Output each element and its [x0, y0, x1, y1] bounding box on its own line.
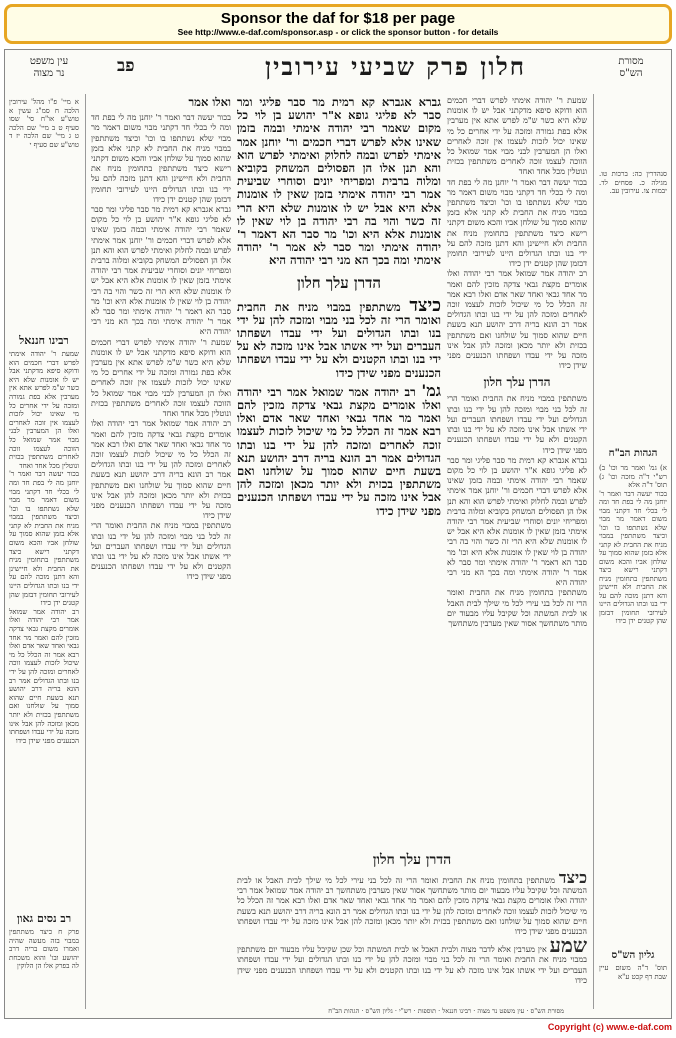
tosafot-text-cont: גברא אגברא קא רמית מר סבר פליגי ומר סבר לא פליגי גופא א"ר יהושע בן לוי כל מקום שאמר רבי יהודה אימתי ובמה בזמן שאינו אלא לפרש דברי חכמים ור' יוחנן אמר אימתי לפרש ובמה לחלוק ואימתי לפרש הוא והא תנן אלו הן הפסולים המשחק בקוביא ומלוה ברבית ומפריחי יונים וסוחרי שביעית אמר רבי יהודה אימתי בזמן שאין לו אומנות אלא היא אבל יש לו אומנות שלא היא הרי זה כשר והוי בה רבי יהודה בן לוי שאין לו אומנות אלא היא וכו' מר סבר הא דאמר ר' יהודה אימתי ומר סבר לא אמר ר' יהודה אימתי ומה בכך הא מני רבי יהודה היא — [91, 205, 231, 337]
tosafot-column — [91, 96, 231, 1006]
rashi-text-cont: בכור יעשה דבר ואמר ר' יוחנן מה לי בפת חד ומה לי בכלי חד דקתני מבוי משום דאמר מר מבוי שלא נשתתפו בו וכו' וכיצד משתתפין במבוי מניח את החבית לא קתני אלא בזמן שהוא סמוך על שולחן אביו והכא משום דקתני רישא כיצד משתתפין בתחומין מניח את החבית ולא חיישינן והא דתנן מזכה להם על ידי בנו ובתו הגדולים היינו לעירובי תחומין דבזמן שהן קטנים ידן כידו — [447, 177, 587, 269]
gemara-top-text: גברא אגברא קא רמית מר סבר פליגי ומר סבר לא פליגי גופא א"ר יהושע בן לוי כל מקום שאמר רבי יהודה אימתי ובמה בזמן שאינו אלא לפרש דברי חכמים ור' יוחנן אמר אימתי לפרש ובמה לחלוק ואימתי לפרש הוא והא תנן אלו הן הפסולים המשחק בקוביא ומלוה ברבית ומפריחי יונים וסוחרי שביעית אמר רבי יהודה אימתי בזמן שאין לו אומנות אלא היא אבל יש לו אומנות שלא היא הרי זה כשר והוי בה רבי יהודה בן לוי שאין לו אומנות אלא היא וכו' מר סבר הא דאמר ר' יהודה אימתי ומר סבר לא אמר ר' יהודה אימתי ומה בכך הא מני רבי יהודה היא — [237, 96, 441, 268]
ein-mishpat-block — [9, 98, 79, 328]
hagahot-heading: הגהות הב"ח — [608, 448, 658, 459]
final-text: אין מערבין אלא לדבר מצוה ולבית האבל או לבית המשתה וכל שכן שקיבל עליו מבעוד יום — [268, 945, 547, 955]
hagahot-text: א) גמ' ואמר מר וכו' ב) רש"י ד"ה מזכה וכו' ג) תוס' ד"ה אלא — [599, 464, 667, 489]
gemara-block — [237, 380, 441, 518]
chapter-title: חלון פרק שביעי עירובין — [265, 52, 526, 81]
tosafot-text: בכור יעשה דבר ואמר ר' יוחנן מה לי בפת חד ומה לי בכלי חד דקתני מבוי משום דאמר מר מבוי שלא נשתתפו בו וכו' וכיצד משתתפין במבוי מניח את החבית לא קתני אלא בזמן שהוא סמוך על שולחן אביו והכא משום דקתני רישא כיצד משתתפין בתחומין מניח את החבית ולא חיישינן והא דתנן מזכה להם על ידי בנו ובתו הגדולים היינו לעירובי תחומין דבזמן שהן קטנים ידן כידו — [91, 113, 231, 204]
mishnah-label: כיצד — [409, 294, 441, 316]
masoret-block — [599, 170, 667, 330]
hagahot-block — [599, 464, 667, 684]
rav-nissim-block — [9, 928, 79, 1008]
gilyon-block — [599, 964, 667, 1008]
sponsor-banner-subtitle[interactable]: See http://www.e-daf.com/sponsor.asp - or click the sponsor button - for details — [177, 27, 499, 37]
rashi-text-cont3: משתתפין במבוי מניח את החבית ואומר הרי זה לכל בני מבוי ומזכה להן על ידי בנו ובתו הגדולים ועל ידי עבדו ושפחתו העברים ועל ידי אשתו אבל אינו מזכה לא על ידי בנו ובתו הקטנים ולא על ידי עבדו ושפחתו הכנענים מפני שידן כידו — [447, 394, 587, 455]
gemara-column — [237, 96, 441, 946]
mishnah2-text: משתתפין בתחומין מניח את החבית ואומר הרי זה לכל בני עירי לכל מי שילך לבית האבל או לבית המשתה וכל שקיבל עליו מבעוד יום מותר משתחשך אסור שאין מערבין משתחשך — [237, 876, 587, 896]
hadran-2: הדרן עלך חלון — [372, 852, 452, 868]
gemara-body: רב יהודה אמר שמואל אמר רבי יהודה ואלו אומרים מקצת גבאי צדקה מזכין להם ואמר מר אחד גבאי ואחד שאר אדם ואלו רבא אמר זה הכלל כל מי שיכול לזכות לעצמו זוכה לאחרים ומזכה להן על ידי בנו ובתו הגדולים אמר רב הונא בריה דרב יהושע תנא בשעת חיים שהוא סמוך על שולחנו ואם משתתפין בכזית ולא יותר מכאן ומזכה להן אבל אינו מזכה על ידי עבדו ושפחתו הכנענים מפני שידן כידו — [237, 384, 441, 518]
column-divider-right — [593, 94, 594, 1009]
tosafot-text-cont3: רב יהודה אמר שמואל אמר רבי יהודה ואלו אומרים מקצת גבאי צדקה מזכין להם ואמר מר אחד גבאי ואחד שאר אדם ואלו רבא אמר זה הכלל כל מי שיכול לזכות לעצמו זוכה לאחרים ומזכה להן על ידי בנו ובתו הגדולים אמר רב הונא בריה דרב יהושע תנא בשעת חיים שהוא סמוך על שולחנו ואם משתתפין בכזית ולא יותר מכאן ומזכה להן אבל אינו מזכה על ידי עבדו ושפחתו הכנענים מפני שידן כידו — [91, 419, 231, 521]
rabbeinu-chananel-text-cont: בכור יעשה דבר ואמר ר' יוחנן מה לי בפת חד ומה לי בכלי חד דקתני מבוי משום דאמר מר מבוי שלא נשתתפו בו וכו' וכיצד משתתפין במבוי מניח את החבית לא קתני אלא בזמן שהוא סמוך על שולחן אביו והכא משום דקתני רישא כיצד משתתפין בתחומין מניח את החבית ולא חיישינן והא דתנן מזכה להם על ידי בנו ובתו הגדולים היינו לעירובי תחומין דבזמן שהן קטנים ידן כידו — [9, 470, 79, 608]
rashi-text-cont4: גברא אגברא קא רמית מר סבר פליגי ומר סבר לא פליגי גופא א"ר יהושע בן לוי כל מקום שאמר רבי יהודה אימתי ובמה בזמן שאינו אלא לפרש דברי חכמים ור' יוחנן אמר אימתי לפרש ובמה לחלוק ואימתי לפרש הוא והא תנן אלו הן הפסולים המשחק בקוביא ומלוה ברבית ומפריחי יונים וסוחרי שביעית אמר רבי יהודה אימתי בזמן שאין לו אומנות אלא היא אבל יש לו אומנות שלא היא הרי זה כשר והוי בה רבי יהודה בן לוי שאין לו אומנות אלא היא וכו' מר סבר הא דאמר ר' יהודה אימתי ומר סבר לא אמר ר' יהודה אימתי ומה בכך הא מני רבי יהודה היא — [447, 455, 587, 588]
gilyon-heading: גליון הש"ס — [611, 950, 655, 961]
rabbeinu-chananel-text-cont2: רב יהודה אמר שמואל אמר רבי יהודה ואלו אומרים מקצת גבאי צדקה מזכין להם ואמר מר אחד גבאי ואחד שאר אדם ואלו רבא אמר זה הכלל כל מי שיכול לזכות לעצמו זוכה לאחרים ומזכה להן על ידי בנו ובתו הגדולים אמר רב הונא בריה דרב יהושע תנא בשעת חיים שהוא סמוך על שולחנו ואם משתתפין בכזית ולא יותר מכאן ומזכה להן אבל אינו מזכה על ידי עבדו ושפחתו הכנענים מפני שידן כידו — [9, 607, 79, 745]
rabbeinu-chananel-heading: רבינו חננאל — [19, 334, 69, 347]
tosafot-text-cont2: שמעת ר' יהודה אימתי לפרש דברי חכמים הוא ודוקא סיפא מדקתני אבל יש לו אומנות שלא היא כשר ש"מ לפרש אתא אין מערבין אלא בפת גמורה ומזכה על ידי אחרים כל מי שאינו יכול לזכות לעצמו אין זוכה לאחרים ואלו הן המערבין לבני מבוי אמר שמואל כל הזוכה לעצמו זוכה לאחרים משתתפין בכזית ונוטלין מכל אחד ואחד — [91, 337, 231, 419]
final-block — [237, 933, 587, 986]
hadran-1: הדרן עלך חלון — [297, 273, 381, 292]
mishnah-opening-word: ואלו אמר — [188, 96, 231, 109]
hagahot-text-cont: בכור יעשה דבר ואמר ר' יוחנן מה לי בפת חד ומה לי בכלי חד דקתני מבוי משום דאמר מר מבוי שלא נשתתפו בו וכו' וכיצד משתתפין במבוי מניח את החבית לא קתני אלא בזמן שהוא סמוך על שולחן אביו והכא משום דקתני רישא כיצד משתתפין בתחומין מניח את החבית ולא חיישינן והא דתנן מזכה להם על ידי בנו ובתו הגדולים היינו לעירובי תחומין דבזמן שהן קטנים ידן כידו — [599, 489, 667, 625]
rashi-text-cont2: רב יהודה אמר שמואל אמר רבי יהודה ואלו אומרים מקצת גבאי צדקה מזכין להם ואמר מר אחד גבאי ואחד שאר אדם ואלו רבא אמר זה הכלל כל מי שיכול לזכות לעצמו זוכה לאחרים ומזכה להן על ידי בנו ובתו הגדולים אמר רב הונא בריה דרב יהושע תנא בשעת חיים שהוא סמוך על שולחנו ואם משתתפין בכזית ולא יותר מכאן ומזכה להן אבל אינו מזכה על ידי עבדו ושפחתו הכנענים מפני שידן כידו — [447, 269, 587, 371]
rav-nissim-text: פרק ח כיצד משתתפין במבוי בזה מעשה שהיה ואמרו משום בריה דרב יהושע ובו' והוא משכחת לה בפרק אלו הן הלוקין — [9, 928, 79, 970]
bottom-section — [237, 850, 587, 1010]
talmud-page — [4, 49, 672, 1019]
rashi-text: שמעת ר' יהודה אימתי לפרש דברי חכמים הוא ודוקא סיפא מדקתני אבל יש לו אומנות שלא היא כשר ש"מ לפרש אתא אין מערבין אלא בפת גמורה ומזכה על ידי אחרים כל מי שאינו יכול לזכות לעצמו אין זוכה לאחרים ואלו הן המערבין לבני מבוי אמר שמואל כל הזוכה לעצמו זוכה לאחרים משתתפין בכזית ונוטלין מכל אחד ואחד — [447, 96, 587, 177]
gemara-label: גמ' — [421, 380, 441, 400]
rabbeinu-chananel-column — [9, 350, 79, 905]
mishnah-text: משתתפין במבוי מניח את החבית ואומר הרי זה לכל בני מבוי ומזכה להן על ידי בנו ובתו הגדולים ועל ידי עבדו ושפחתו העברים ועל ידי אשתו אבל אינו מזכה לא על ידי בנו ובתו הקטנים ולא על ידי עבדו ושפחתו הכנענים מפני שידן כידו — [237, 299, 441, 380]
rashi-text-cont5: משתתפין בתחומין מניח את החבית ואומר הרי זה לכל בני עירי לכל מי שילך לבית האבל או לבית המשתה וכל שקיבל עליו מבעוד יום מותר משתחשך אסור שאין מערבין משתחשך — [447, 588, 587, 628]
masoret-label: מסורת הש"ס — [618, 56, 644, 79]
ein-mishpat-text: א מיי' פ"ו מהל' עירובין הלכה ח סמ"ג עשין א טוש"ע או"ח סי' שסו סעיף ט ב מיי' שם הלכה ט ג מיי' שם הלכה יז ד טוש"ע שם סעיף י — [9, 98, 79, 149]
rav-nissim-heading: רב נסים גאון — [16, 912, 72, 925]
copyright-link[interactable]: Copyright (c) www.e-daf.com — [547, 1022, 672, 1032]
masoret-text: סנהדרין כה: ברכות טו. מגילה כ. פסחים לד. יבמות צו. עירובין עב. — [599, 170, 667, 195]
page-number: פב — [117, 56, 135, 76]
mishnah2-label: כיצד — [558, 868, 587, 887]
rabbeinu-chananel-text: שמעת ר' יהודה אימתי לפרש דברי חכמים הוא ודוקא סיפא מדקתני אבל יש לו אומנות שלא היא כשר ש"מ לפרש אתא אין מערבין אלא בפת גמורה ומזכה על ידי אחרים כל מי שאינו יכול לזכות לעצמו אין זוכה לאחרים ואלו הן המערבין לבני מבוי אמר שמואל כל הזוכה לעצמו זוכה לאחרים משתתפין בכזית ונוטלין מכל אחד ואחד — [9, 350, 79, 470]
mishnah-block — [237, 294, 441, 380]
footer-reference-line: מסורת הש"ס · עין משפט נר מצוה · רבינו חננאל · תוספות · רש"י · גליון הש"ס · הגהות הב"ח — [328, 1007, 564, 1015]
gilyon-text: תוס' ד"ה משום עיין שבת דף קכט ע"א — [599, 964, 667, 981]
rashi-hadran: הדרן עלך חלון — [483, 375, 551, 390]
tosafot-text-cont4: משתתפין במבוי מניח את החבית ואומר הרי זה לכל בני מבוי ומזכה להן על ידי בנו ובתו הגדולים ועל ידי עבדו ושפחתו העברים ועל ידי אשתו אבל אינו מזכה לא על ידי בנו ובתו הקטנים ולא על ידי עבדו ושפחתו הכנענים מפני שידן כידו — [91, 521, 231, 582]
ein-mishpat-label: עין משפט נר מצוה — [29, 56, 69, 79]
mishnah2-text-cont: רב יהודה אמר שמואל אמר רבי יהודה ואלו אומרים מקצת גבאי צדקה מזכין להם ואמר מר אחד גבאי ואחד שאר אדם ואלו רבא אמר זה הכלל כל מי שיכול לזכות לעצמו זוכה לאחרים ומזכה להן על ידי בנו ובתו הגדולים אמר רב הונא בריה דרב יהושע תנא בשעת חיים שהוא סמוך על שולחנו ואם משתתפין בכזית ולא יותר מכאן ומזכה להן אבל אינו מזכה על ידי עבדו ושפחתו הכנענים מפני שידן כידו — [237, 886, 587, 937]
page-header — [5, 52, 671, 92]
final-text-cont: משתתפין במבוי מניח את החבית ואומר הרי זה לכל בני מבוי ומזכה להן על ידי בנו ובתו הגדולים ועל ידי עבדו ושפחתו העברים ועל ידי אשתו אבל אינו מזכה לא על ידי בנו ובתו הקטנים ולא על ידי עבדו ושפחתו הכנענים מפני שידן כידו — [237, 945, 587, 985]
sponsor-banner-title[interactable]: Sponsor the daf for $18 per page — [220, 10, 456, 27]
final-label: שמע — [549, 933, 587, 958]
sponsor-banner[interactable] — [4, 4, 672, 44]
column-divider — [85, 94, 86, 1009]
mishnah2-block — [237, 868, 587, 937]
